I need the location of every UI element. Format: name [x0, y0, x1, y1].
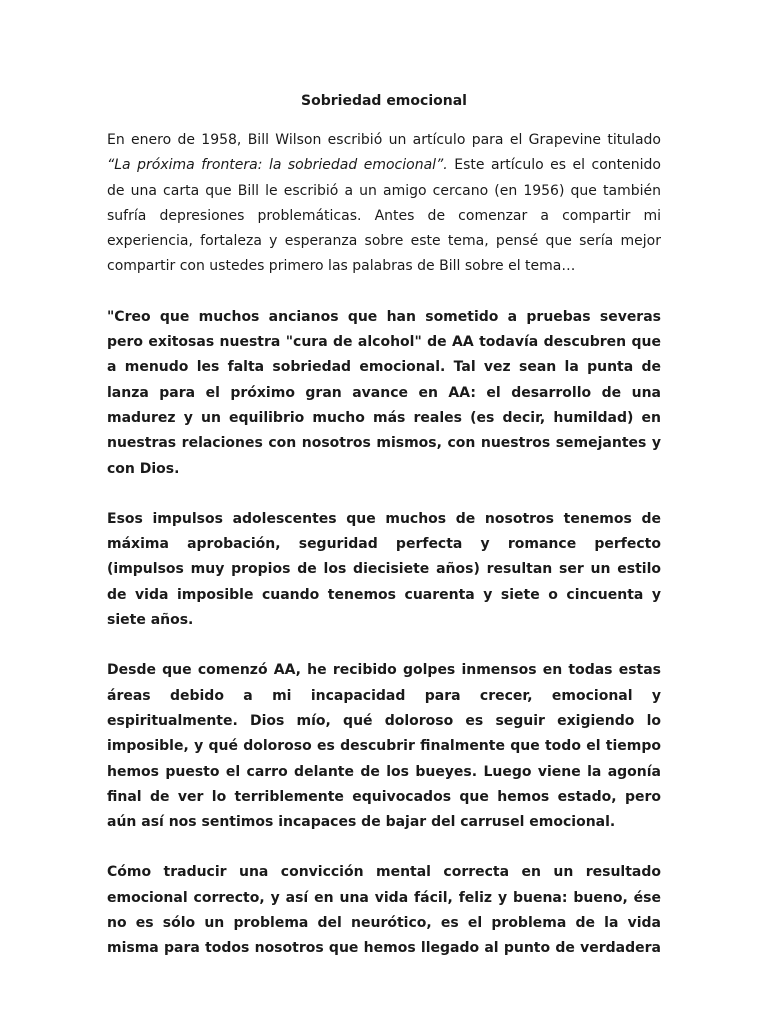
intro-paragraph: [107, 128, 661, 280]
document-page: [107, 90, 661, 987]
intro-text-end: Este artículo es el contenido de una carta que Bill le escribió a un amigo cercano (en 1956) que también sufría depresiones problemáticas. Antes de comenzar a compartir mi experiencia, fortaleza y esperanza sobre este tema, pensé que sería mejor compartir con ustedes primero las palabras de Bill sobre el tema…: [107, 157, 661, 275]
quote-paragraph-3: Desde que comenzó AA, he recibido golpes inmensos en todas estas áreas debido a mi incapacidad para crecer, emocional y espiritualmente. Dios mío, qué doloroso es seguir exigiendo lo imposible, y qué doloroso es descubrir finalmente que todo el tiempo hemos puesto el carro delante de los bueyes. Luego viene la agonía final de ver lo terriblemente equivocados que hemos estado, pero aún así nos sentimos incapaces de bajar del carrusel emocional.: [107, 662, 661, 831]
document-title: Sobriedad emocional: [301, 93, 467, 109]
quote-paragraph-2: Esos impulsos adolescentes que muchos de nosotros tenemos de máxima aprobación, seguridad perfecta y romance perfecto (impulsos muy propios de los diecisiete años) resultan ser un estilo de vida imposible cuando tenemos cuarenta y siete o cincuenta y siete años.: [107, 510, 661, 629]
quote-paragraph-1: "Creo que muchos ancianos que han sometido a pruebas severas pero exitosas nuestra "cura de alcohol" de AA todavía descubren que a menudo les falta sobriedad emocional. Tal vez sean la punta de lanza para el próximo gran avance en AA: el desarrollo de una madurez y un equilibrio mucho más reales (es decir, humildad) en nuestras relaciones con nosotros mismos, con nuestros semejantes y con Dios.: [107, 308, 661, 477]
intro-text-start: En enero de 1958, Bill Wilson escribió un artículo para el Grapevine titulado: [107, 132, 661, 148]
quote-paragraph-4: Cómo traducir una convicción mental correcta en un resultado emocional correcto, y así en una vida fácil, feliz y buena: bueno, ése no es sólo un problema del neurótico, es el problema de la vida misma para todos nosotros que hemos llegado al punto de verdadera: [107, 864, 661, 957]
article-title-italic: “La próxima frontera: la sobriedad emocional”.: [107, 157, 448, 174]
